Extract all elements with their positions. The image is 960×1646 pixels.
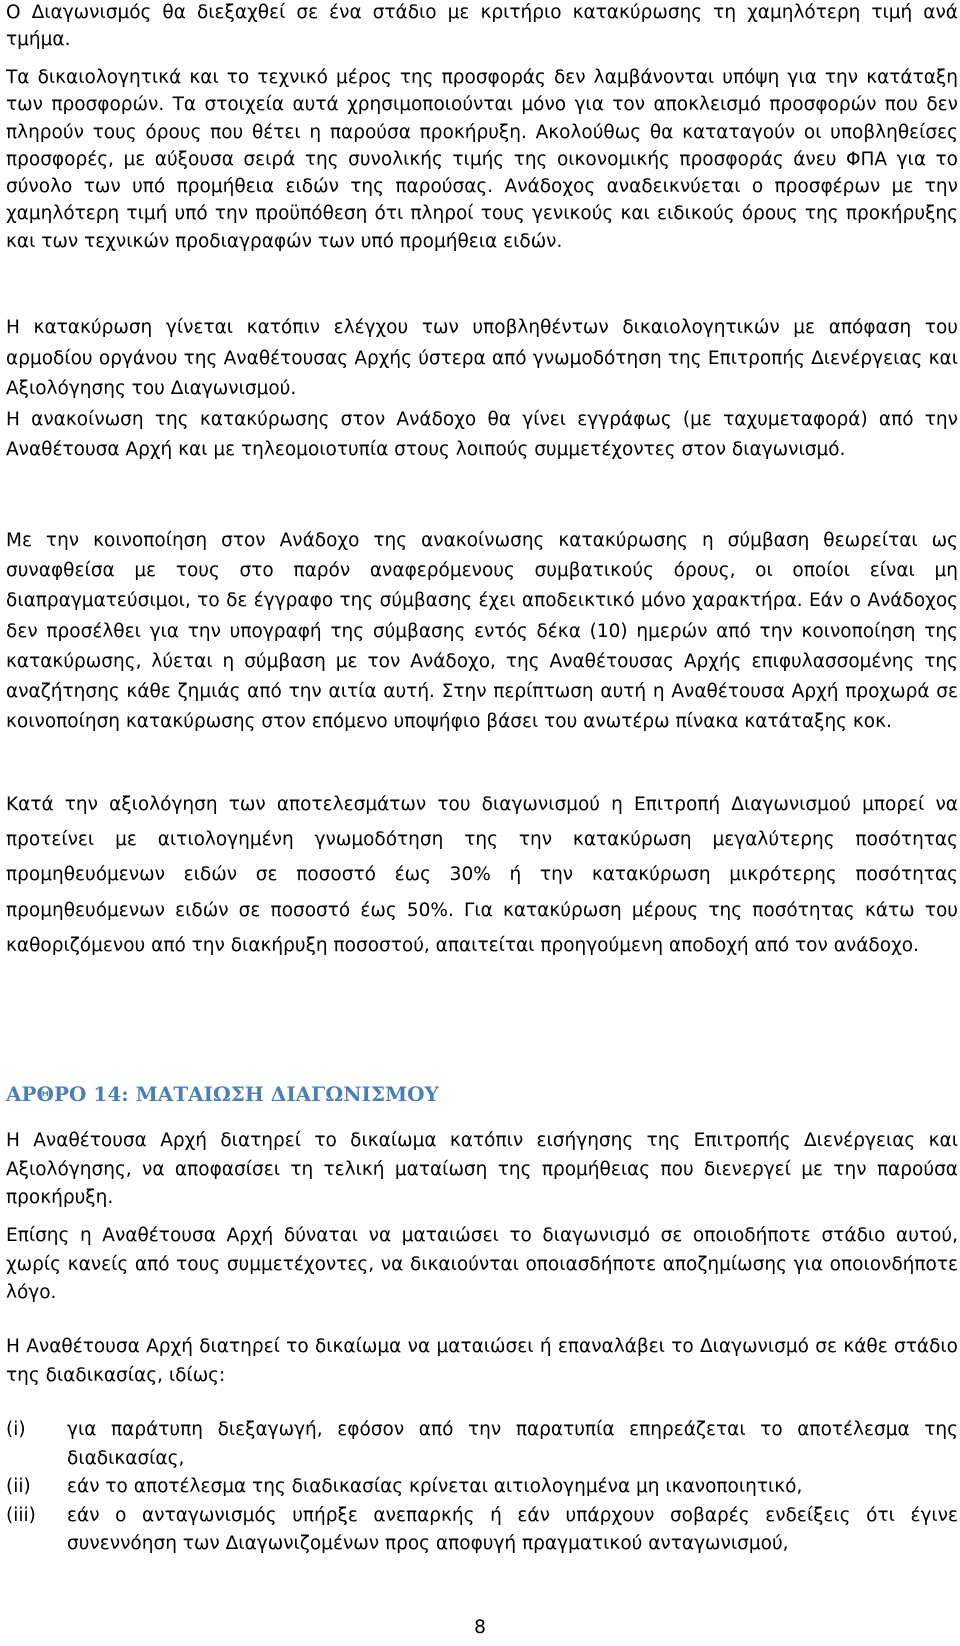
paragraph-award-decision: Η κατακύρωση γίνεται κατόπιν ελέγχου των υποβληθέντων δικαιολογητικών με απόφαση του αρμοδίου οργάνου της Αναθέτουσας Αρχής ύστερα από γνωμοδότηση της Επιτροπής Διενέργειας και Αξιολόγησης του Διαγωνισμού. [6,317,958,399]
section-paragraph-right-to-cancel: Η Αναθέτουσα Αρχή διατηρεί το δικαίωμα κατόπιν εισήγησης της Επιτροπής Διενέργειας και Αξιολόγησης, να αποφασίσει τη τελική ματαίωση της προμήθειας που διενεργεί με την παρούσα προκήρυξη. [6,1130,958,1208]
list-item-text: εάν το αποτέλεσμα της διαδικασίας κρίνεται αιτιολογημένα μη ικανοποιητικό, [67,1476,803,1497]
paragraph-award-criterion: Ο Διαγωνισμός θα διεξαχθεί σε ένα στάδιο με κριτήριο κατακύρωσης τη χαμηλότερη τιμή ανά τμήμα. [6,2,958,51]
list-item-text: εάν ο ανταγωνισμός υπήρξε ανεπαρκής ή εάν υπάρχουν σοβαρές ενδείξεις ότι έγινε συνεννόηση των Διαγωνιζομένων προς αποφυγή πραγματικού ανταγωνισμού, [67,1504,958,1554]
section-paragraph-cancel-or-repeat: Η Αναθέτουσα Αρχή διατηρεί το δικαίωμα να ματαιώσει ή επαναλάβει το Διαγωνισμό σε κάθε στάδιο της διαδικασίας, ιδίως: [6,1336,958,1386]
list-item-number: (iii) [6,1504,36,1526]
cancellation-reasons-list [6,1416,958,1559]
paragraph-award-notification: Η ανακοίνωση της κατακύρωσης στον Ανάδοχο θα γίνει εγγράφως (με ταχυμεταφορά) από την Αναθέτουσα Αρχή και με τηλεομοιοτυπία στους λοιπούς συμμετέχοντες στον διαγωνισμό. [6,409,958,460]
paragraph-contract-conclusion: Με την κοινοποίηση στον Ανάδοχο της ανακοίνωσης κατακύρωσης η σύμβαση θεωρείται ως συναφθείσα με τους στο παρόν αναφερόμενους συμβατικούς όρους, οι οποίοι είναι μη διαπραγματεύσιμοι, το δε έγγραφο της σύμβασης έχει αποδεικτικό μόνο χαρακτήρα. Εάν ο Ανάδοχος δεν προσέλθει για την υπογραφή της σύμβασης εντός δέκα (10) ημερών από την κοινοποίηση της κατακύρωσης, λύεται η σύμβαση με τον Ανάδοχο, της Αναθέτουσας Αρχής επιφυλασσομένης της αναζήτησης κάθε ζημιάς από την αιτία αυτή. Στην περίπτωση αυτή η Αναθέτουσα Αρχή προχωρά σε κοινοποίηση κατακύρωσης στον επόμενο υποψήφιο βάσει του ανωτέρω πίνακα κατάταξης κοκ. [6,530,958,733]
list-item-number: (i) [6,1419,26,1440]
list-item-text: για παράτυπη διεξαγωγή, εφόσον από την παρατυπία επηρεάζεται το αποτέλεσμα της διαδικασίας, [67,1419,958,1469]
section-heading: ΑΡΘΡΟ 14: ΜΑΤΑΙΩΣΗ ΔΙΑΓΩΝΙΣΜΟΥ [6,1082,439,1106]
paragraph-ranking: Τα δικαιολογητικά και το τεχνικό μέρος της προσφοράς δεν λαμβάνονται υπόψη για την κατάταξη των προσφορών. Τα στοιχεία αυτά χρησιμοποιούνται μόνο για τον αποκλεισμό προσφορών που δεν πληρούν τους όρους που θέτει η παρούσα προκήρυξη. Ακολούθως θα καταταγούν οι υποβληθείσες προσφορές, με αύξουσα σειρά της συνολικής τιμής της οικονομικής προσφοράς άνευ ΦΠΑ για το σύνολο των υπό προμήθεια ειδών της παρούσας. Ανάδοχος αναδεικνύεται ο προσφέρων με την χαμηλότερη τιμή υπό την προϋπόθεση ότι πληροί τους γενικούς και ειδικούς όρους της προκήρυξης και των τεχνικών προδιαγραφών των υπό προμήθεια ειδών. [6,67,958,252]
paragraph-quantity-adjustment: Κατά την αξιολόγηση των αποτελεσμάτων του διαγωνισμού η Επιτροπή Διαγωνισμού μπορεί να προτείνει με αιτιολογημένη γνωμοδότηση της την κατακύρωση μεγαλύτερης ποσότητας προμηθευόμενων ειδών σε ποσοστό έως 30% ή την κατακύρωση μικρότερης ποσότητας προμηθευόμενων ειδών σε ποσοστό έως 50%. Για κατακύρωση μέρους της ποσότητας κάτω του καθοριζόμενου από την διακήρυξη ποσοστού, απαιτείται προηγούμενη αποδοχή από τον ανάδοχο. [6,794,958,956]
list-item-number: (ii) [6,1476,31,1497]
list-item [6,1502,958,1559]
list-item [6,1473,958,1502]
section-paragraph-cancel-any-stage: Επίσης η Αναθέτουσα Αρχή δύναται να ματαιώσει το διαγωνισμό σε οποιοδήποτε στάδιο αυτού, χωρίς κανείς από τους συμμετέχοντες, να δικαιούνται οποιασδήποτε αποζημίωσης για οποιονδήποτε λόγο. [6,1225,958,1303]
list-item [6,1416,958,1473]
page-number: 8 [474,1617,486,1638]
